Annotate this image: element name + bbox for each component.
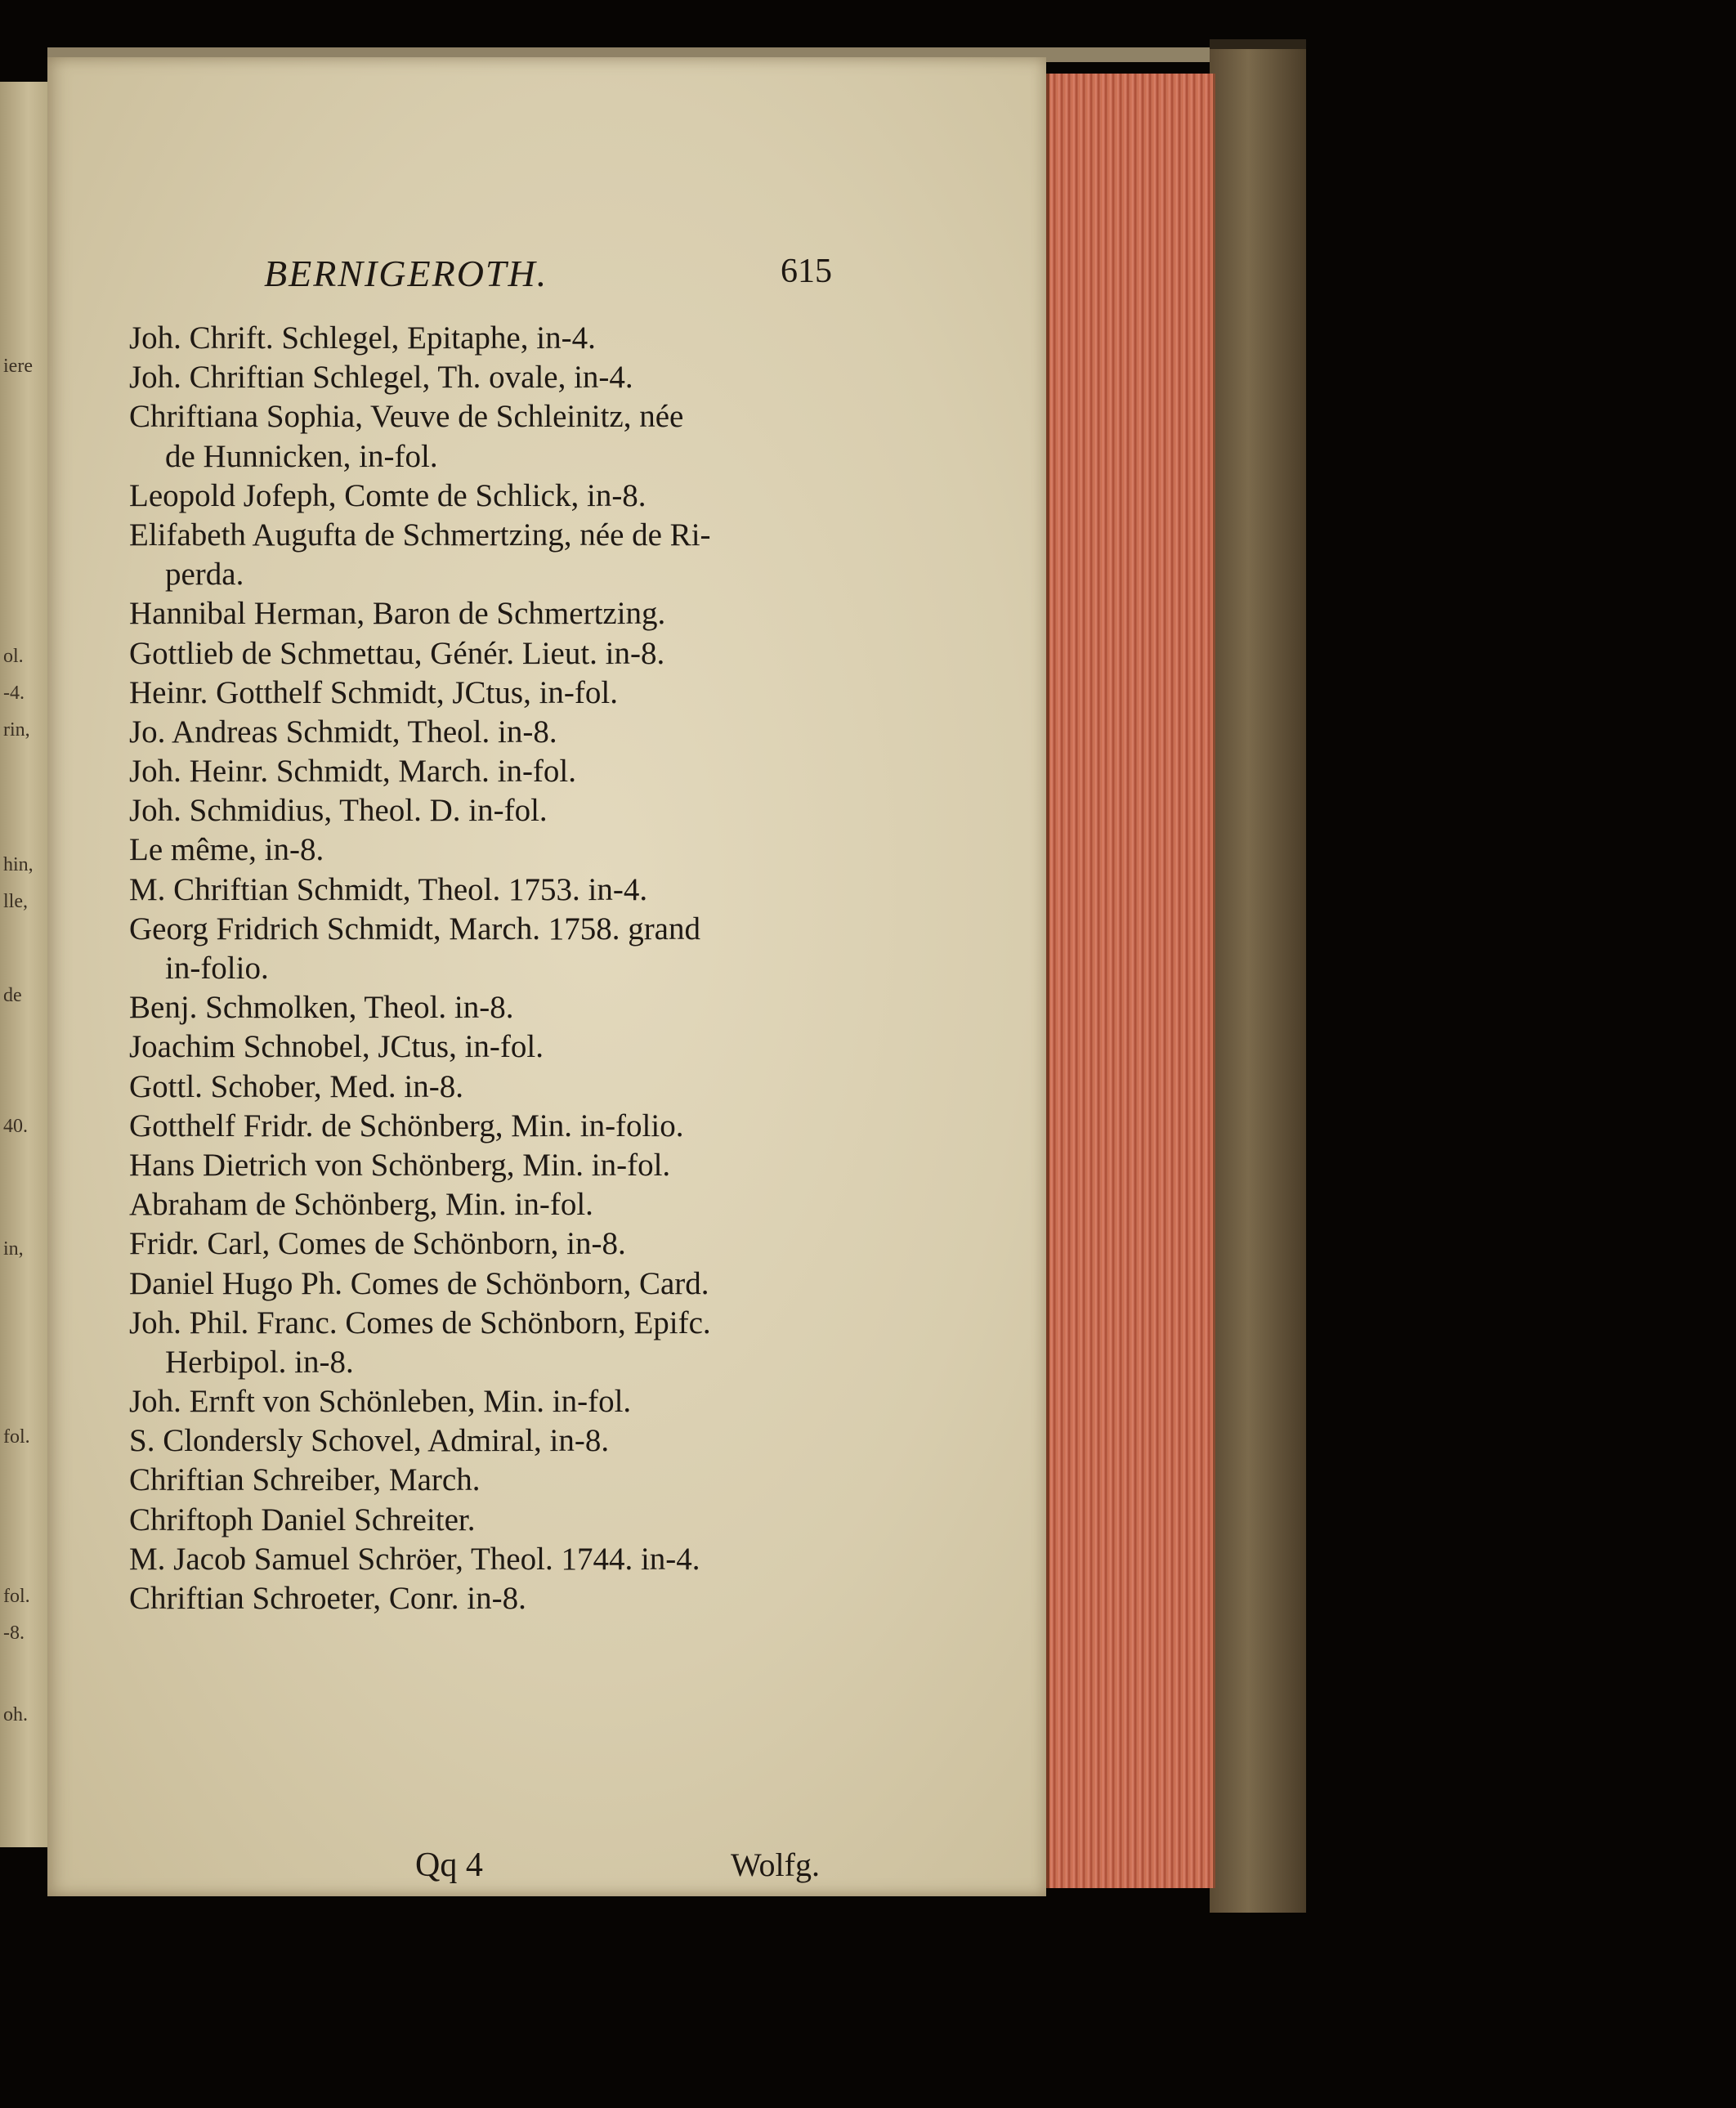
entry-line: Joh. Chrift. Schlegel, Epitaphe, in-4. xyxy=(129,320,596,356)
entry-line: Gotthelf Fridr. de Schönberg, Min. in-folio. xyxy=(129,1108,684,1144)
page-edges-block xyxy=(1046,74,1215,1888)
prev-page-fragment: fol. xyxy=(3,1426,30,1448)
entry-line: Joh. Chriftian Schlegel, Th. ovale, in-4. xyxy=(129,360,633,396)
entry-line: Heinr. Gotthelf Schmidt, JCtus, in-fol. xyxy=(129,674,618,710)
entry-line: Hans Dietrich von Schönberg, Min. in-fol. xyxy=(129,1147,671,1183)
entry-continuation-line: in-folio. xyxy=(165,951,269,986)
prev-page-fragment: ol. xyxy=(3,646,24,667)
catchword: Wolfg. xyxy=(731,1846,820,1883)
entry-line: Leopold Jofeph, Comte de Schlick, in-8. xyxy=(129,477,647,513)
entry-line: Abraham de Schönberg, Min. in-fol. xyxy=(129,1187,593,1223)
entry-line: Le même, in-8. xyxy=(129,832,324,868)
prev-page-fragment: de xyxy=(3,985,22,1006)
entry-continuation-line: Herbipol. in-8. xyxy=(165,1344,354,1380)
prev-page-fragment: -4. xyxy=(3,683,25,704)
book-binding xyxy=(1210,49,1306,1913)
entry-line: Chriftoph Daniel Schreiter. xyxy=(129,1502,476,1537)
entry-line: Jo. Andreas Schmidt, Theol. in-8. xyxy=(129,714,557,750)
entry-continuation-line: de Hunnicken, in-fol. xyxy=(165,438,438,474)
entry-continuation-line: perda. xyxy=(165,557,244,593)
entry-line: Fridr. Carl, Comes de Schönborn, in-8. xyxy=(129,1226,626,1262)
entry-line: S. Clondersly Schovel, Admiral, in-8. xyxy=(129,1423,610,1459)
prev-page-fragment: oh. xyxy=(3,1704,28,1725)
entry-line: Joh. Phil. Franc. Comes de Schönborn, Epifc. xyxy=(129,1305,711,1340)
previous-page-edge xyxy=(0,82,50,1847)
entry-line: Joachim Schnobel, JCtus, in-fol. xyxy=(129,1029,544,1065)
prev-page-fragment: 40. xyxy=(3,1116,28,1137)
prev-page-fragment: in, xyxy=(3,1238,24,1260)
prev-page-fragment: hin, xyxy=(3,854,34,875)
entry-line: Joh. Schmidius, Theol. D. in-fol. xyxy=(129,793,548,829)
running-title: BERNIGEROTH. xyxy=(264,253,548,294)
prev-page-fragment: lle, xyxy=(3,891,28,912)
entry-line: Hannibal Herman, Baron de Schmertzing. xyxy=(129,596,666,632)
page-number: 615 xyxy=(781,253,832,290)
entry-line: Daniel Hugo Ph. Comes de Schönborn, Card. xyxy=(129,1265,709,1301)
entry-line: Elifabeth Augufta de Schmertzing, née de Ri- xyxy=(129,517,711,553)
entry-line: Gottlieb de Schmettau, Génér. Lieut. in-8. xyxy=(129,635,665,671)
prev-page-fragment: -8. xyxy=(3,1622,25,1644)
book-page xyxy=(47,57,1046,1896)
signature-mark: Qq 4 xyxy=(415,1846,483,1884)
entry-line: Chriftian Schroeter, Conr. in-8. xyxy=(129,1581,526,1616)
entry-line: M. Chriftian Schmidt, Theol. 1753. in-4. xyxy=(129,871,648,907)
entry-line: Chriftiana Sophia, Veuve de Schleinitz, née xyxy=(129,399,684,435)
entry-line: Chriftian Schreiber, March. xyxy=(129,1462,481,1498)
entry-list xyxy=(129,319,865,1618)
entry-line: Benj. Schmolken, Theol. in-8. xyxy=(129,990,514,1026)
prev-page-fragment: rin, xyxy=(3,719,30,741)
entry-line: Gottl. Schober, Med. in-8. xyxy=(129,1068,463,1104)
prev-page-fragment: fol. xyxy=(3,1586,30,1607)
entry-line: Joh. Ernft von Schönleben, Min. in-fol. xyxy=(129,1384,632,1420)
entry-line: M. Jacob Samuel Schröer, Theol. 1744. in-4. xyxy=(129,1541,700,1577)
prev-page-fragment: iere xyxy=(3,356,33,377)
entry-line: Georg Fridrich Schmidt, March. 1758. grand xyxy=(129,911,700,947)
entry-line: Joh. Heinr. Schmidt, March. in-fol. xyxy=(129,754,577,790)
